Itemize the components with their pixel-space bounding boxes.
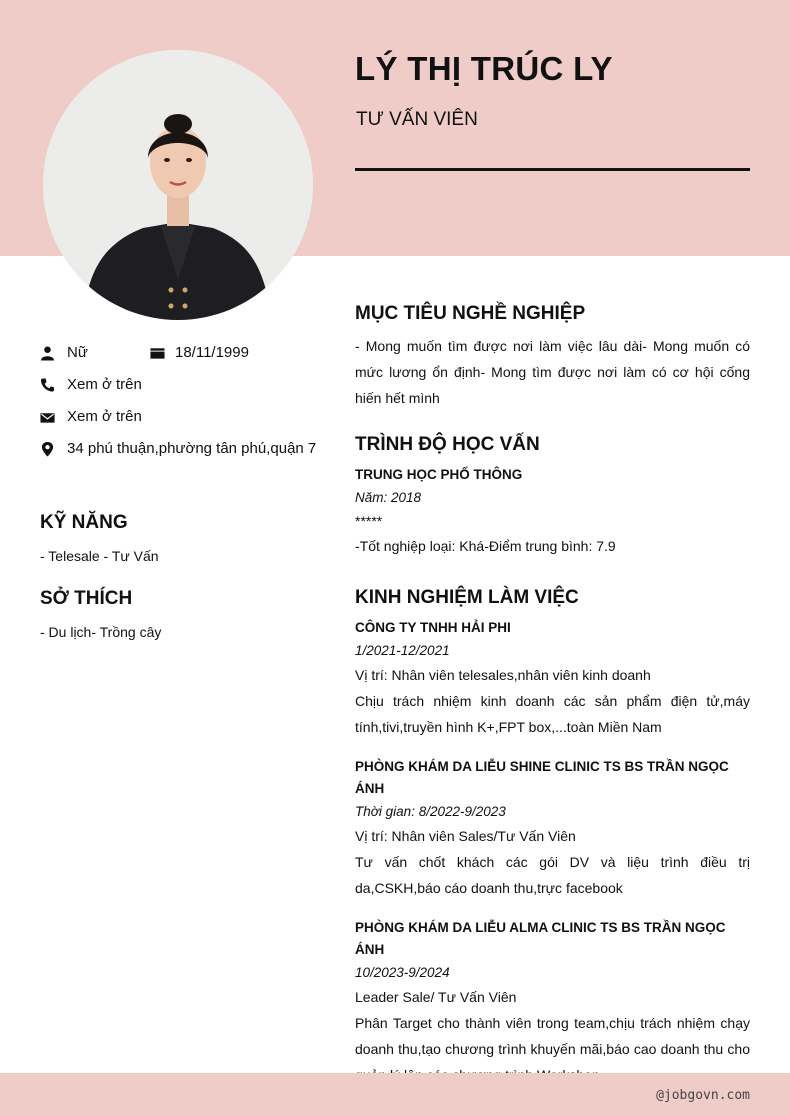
objective-section (355, 303, 750, 411)
gender-value: Nữ (67, 344, 88, 361)
phone-value: Xem ở trên (67, 376, 142, 393)
mail-icon (40, 409, 55, 425)
education-detail: -Tốt nghiệp loại: Khá-Điểm trung bình: 7.9 (355, 538, 616, 554)
email-value: Xem ở trên (67, 408, 142, 425)
education-school: TRUNG HỌC PHỔ THÔNG (355, 467, 523, 482)
experience-section (355, 587, 750, 1088)
job-item (355, 617, 750, 740)
footer-watermark: @jobgovn.com (656, 1088, 750, 1103)
location-pin-icon (40, 441, 55, 457)
job-company: PHÒNG KHÁM DA LIỄU SHINE CLINIC TS BS TRẦN NGỌC ÁNH (355, 759, 729, 796)
candidate-name: LÝ THỊ TRÚC LY (355, 50, 613, 87)
job-description: Tư vấn chốt khách các gói DV và liệu trình điều trị da,CSKH,báo cáo doanh thu,trực facebook (355, 854, 750, 896)
job-period: 1/2021-12/2021 (355, 643, 450, 658)
objective-heading: MỤC TIÊU NGHỀ NGHIỆP (355, 303, 586, 324)
education-stars: ***** (355, 513, 383, 529)
job-company: CÔNG TY TNHH HẢI PHI (355, 620, 511, 635)
job-item (355, 756, 750, 901)
header-divider (355, 168, 750, 171)
job-item (355, 917, 750, 1088)
hobbies-text: - Du lịch- Trồng cây (40, 624, 162, 640)
skills-heading: KỸ NĂNG (40, 512, 128, 533)
skills-text: - Telesale - Tư Vấn (40, 548, 159, 564)
education-section (355, 434, 750, 559)
job-period: 10/2023-9/2024 (355, 965, 450, 980)
birthdate-value: 18/11/1999 (175, 344, 249, 361)
job-period: Thời gian: 8/2022-9/2023 (355, 804, 506, 819)
profile-photo (43, 50, 313, 320)
hobbies-heading: SỞ THÍCH (40, 588, 133, 609)
job-role: Vị trí: Nhân viên telesales,nhân viên kinh doanh (355, 667, 651, 683)
objective-text: - Mong muốn tìm được nơi làm việc lâu dài- Mong muốn có mức lương ổn định- Mong tìm được nơi làm có cơ hội cống hiến hết mình (355, 338, 750, 406)
candidate-position: TƯ VẤN VIÊN (356, 109, 478, 130)
job-role: Leader Sale/ Tư Vấn Viên (355, 989, 517, 1005)
education-year: Năm: 2018 (355, 490, 422, 505)
job-description: Chịu trách nhiệm kinh doanh các sản phẩm điện tử,máy tính,tivi,truyền hình K+,FPT box,...toàn Miền Nam (355, 693, 750, 735)
experience-heading: KINH NGHIỆM LÀM VIỆC (355, 587, 579, 608)
job-role: Vị trí: Nhân viên Sales/Tư Vấn Viên (355, 828, 576, 844)
phone-icon (40, 377, 55, 393)
person-icon (40, 345, 55, 361)
job-company: PHÒNG KHÁM DA LIỄU ALMA CLINIC TS BS TRẦN NGỌC ÁNH (355, 920, 726, 957)
job-description: Phân Target cho thành viên trong team,chịu trách nhiệm chạy doanh thu,tạo chương trình khuyến mãi,báo cao doanh thu cho (355, 1015, 750, 1057)
address-value: 34 phú thuận,phường tân phú,quận 7 (67, 440, 317, 457)
education-heading: TRÌNH ĐỘ HỌC VẤN (355, 434, 540, 455)
calendar-icon (150, 345, 165, 361)
portrait-image (43, 50, 313, 320)
